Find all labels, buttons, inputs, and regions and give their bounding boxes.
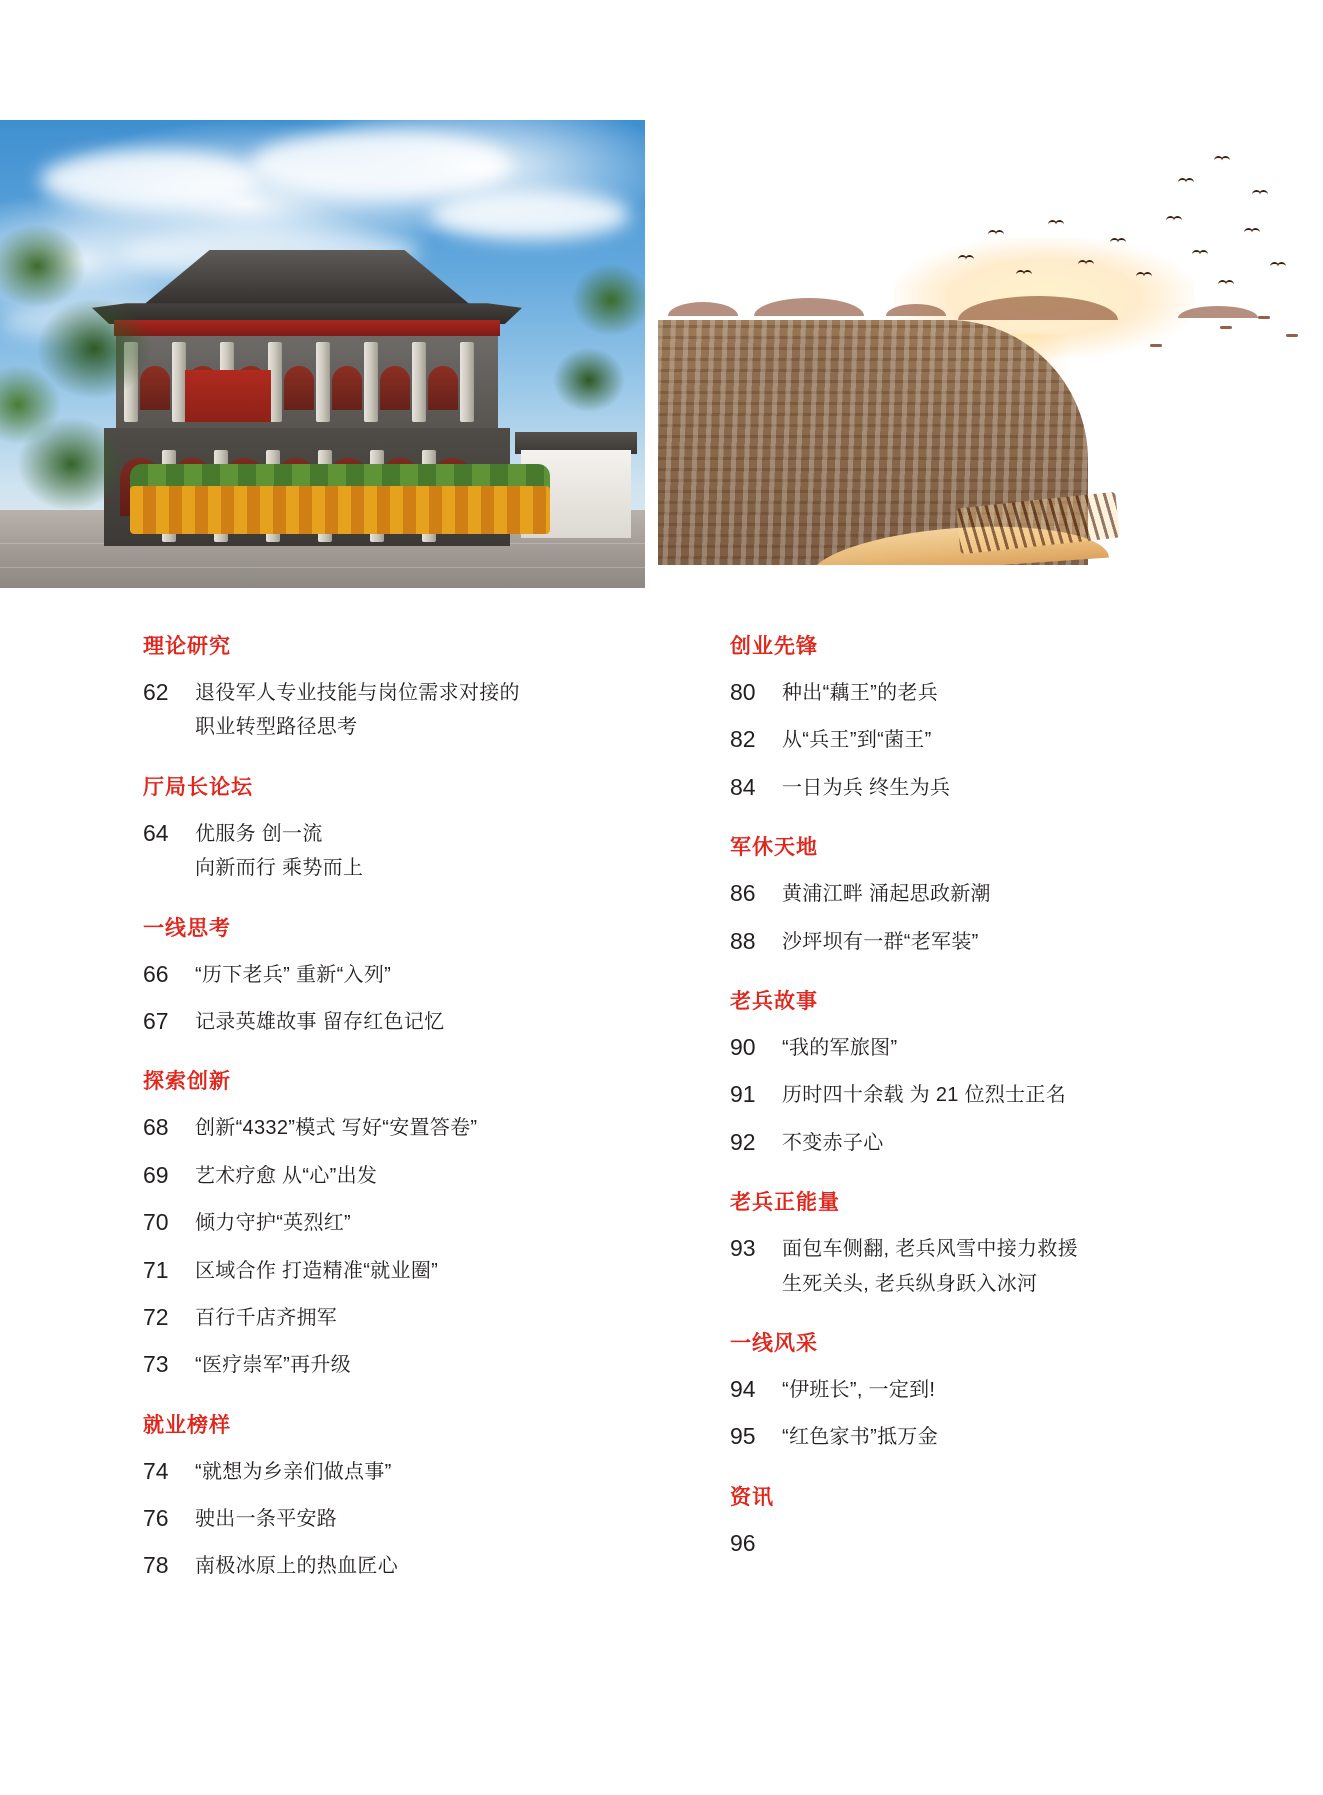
toc-entry-page-number: 62: [143, 679, 169, 705]
column: [316, 342, 330, 422]
toc-entry[interactable]: [143, 1502, 703, 1536]
toc-entry-page-number: 64: [143, 819, 169, 846]
toc-section: [730, 1186, 1290, 1301]
bird-icon: [1048, 220, 1064, 228]
toc-entry-page-number: 95: [730, 1423, 756, 1450]
toc-entry-page-number: 67: [143, 1007, 169, 1034]
window: [332, 366, 362, 410]
toc-entry-title-line1: 艺术疗愈 从“心”出发: [195, 1164, 378, 1187]
toc-section-title: 理论研究: [143, 635, 231, 658]
toc-entry-page-number: 70: [143, 1209, 169, 1236]
toc-entry-title: [195, 1111, 477, 1145]
toc-entry-title-line1: 记录英雄故事 留存红色记忆: [195, 1010, 445, 1033]
toc-entry-title: [782, 1126, 884, 1160]
toc-entry[interactable]: [730, 1527, 1290, 1560]
toc-left-column: [143, 630, 703, 1610]
toc-entry-title: [782, 1078, 1066, 1112]
bird-icon: [1016, 270, 1032, 278]
toc-entry[interactable]: [730, 1031, 1290, 1065]
toc-entry[interactable]: [143, 817, 703, 886]
toc-section-title: 探索创新: [143, 1070, 231, 1094]
toc-entry[interactable]: [730, 1126, 1290, 1160]
toc-entry-page-number: 72: [143, 1303, 169, 1330]
toc-entry[interactable]: [143, 1254, 703, 1288]
tree: [545, 240, 645, 440]
toc-entry-title: [782, 1420, 938, 1454]
bird-icon: [1110, 238, 1126, 246]
bird-icon: [1136, 272, 1152, 280]
toc-entry-title-line1: 百行千店齐拥军: [195, 1306, 338, 1329]
toc-entry-page-number: 86: [730, 880, 756, 907]
toc-entry[interactable]: [143, 1455, 703, 1489]
toc-section: [730, 1327, 1290, 1455]
toc-entry-title-line1: 不变赤子心: [782, 1131, 884, 1154]
toc-entry-title-line1: “就想为乡亲们做点事”: [195, 1460, 392, 1483]
toc-entry-title-line1: “伊班长”, 一定到!: [782, 1378, 936, 1401]
toc-section: [143, 630, 703, 745]
toc-entry-title-line1: 南极冰原上的热血匠心: [195, 1555, 398, 1578]
toc-entry-title-line1: 黄浦江畔 涌起思政新潮: [782, 883, 991, 906]
toc-entry-title-line2: 向新而行 乘势而上: [195, 857, 364, 880]
toc-section-title: 老兵正能量: [730, 1191, 840, 1215]
column: [364, 342, 378, 422]
toc-entry-title: [195, 958, 391, 992]
bird-icon: [958, 255, 974, 263]
toc-section-title: 资讯: [730, 1485, 774, 1509]
toc-entry-title-line1: 驶出一条平安路: [195, 1508, 338, 1531]
toc-entry[interactable]: [143, 1111, 703, 1145]
toc-entry-title-line2: 生死关头, 老兵纵身跃入冰河: [782, 1272, 1038, 1295]
toc-entry-title: [782, 723, 932, 757]
toc-entry[interactable]: [730, 1373, 1290, 1407]
toc-entry-title: [782, 676, 938, 710]
window: [380, 366, 410, 410]
toc-section-title: 一线风采: [730, 1331, 818, 1355]
window: [428, 366, 458, 410]
toc-entry[interactable]: [730, 1420, 1290, 1454]
toc-entry-title-line1: “医疗崇军”再升级: [195, 1354, 352, 1377]
toc-section: [730, 985, 1290, 1160]
toc-entry-title: [195, 1301, 337, 1335]
sunset-seaside-island-photo: [658, 120, 1323, 565]
toc-section-title: 厅局长论坛: [143, 775, 253, 799]
bird-icon: [1078, 260, 1094, 268]
toc-entry-title: [782, 1373, 935, 1407]
toc-entry-page-number: 84: [730, 773, 756, 800]
toc-entry-title-line1: 从“兵王”到“菌王”: [782, 729, 932, 752]
column: [412, 342, 426, 422]
toc-entry-title: [782, 877, 991, 911]
toc-entry-title: [782, 925, 979, 959]
toc-entry-title-line2: 职业转型路径思考: [195, 716, 358, 739]
toc-entry-page-number: 92: [730, 1128, 756, 1155]
toc-section-title: 就业榜样: [143, 1413, 231, 1437]
toc-entry-page-number: 96: [730, 1529, 756, 1556]
toc-entry[interactable]: [143, 1159, 703, 1193]
toc-entry-title-line1: 面包车侧翻, 老兵风雪中接力救援: [782, 1238, 1078, 1261]
toc-section: [143, 912, 703, 1040]
entrance-stairs: [185, 370, 271, 422]
toc-entry-title: [195, 817, 363, 886]
toc-entry-page-number: 94: [730, 1375, 756, 1402]
photo-row: [0, 120, 1323, 590]
tree: [0, 200, 170, 530]
column: [460, 342, 474, 422]
window: [284, 366, 314, 410]
toc-entry-title: [195, 1549, 398, 1583]
academy-building-photo: [0, 120, 645, 588]
upper-floor: [116, 336, 498, 428]
toc-entry[interactable]: [730, 1232, 1290, 1301]
toc-entry-page-number: 76: [143, 1505, 169, 1532]
toc-entry-page-number: 91: [730, 1081, 756, 1108]
toc-section-title: 一线思考: [143, 916, 231, 940]
toc-entry-title-line1: “历下老兵” 重新“入列”: [195, 963, 392, 986]
toc-entry-title: [195, 1254, 438, 1288]
toc-entry-title-line1: 种出“藕王”的老兵: [782, 682, 939, 704]
roof-red-band: [114, 320, 500, 336]
bird-icon: [1166, 216, 1182, 224]
toc-entry-title: [195, 1159, 377, 1193]
toc-entry-page-number: 78: [143, 1552, 169, 1579]
toc-entry[interactable]: [143, 958, 703, 992]
toc-entry-title: [195, 1206, 351, 1240]
toc-section: [143, 1065, 703, 1382]
cloud-shape: [250, 130, 510, 200]
toc-entry[interactable]: [730, 723, 1290, 757]
toc-entry-title: [782, 1031, 897, 1065]
boat: [1220, 326, 1232, 329]
toc-entry-title-line1: 倾力守护“英烈红”: [195, 1212, 352, 1235]
toc-entry-title-line1: 区域合作 打造精准“就业圈”: [195, 1259, 439, 1282]
toc-entry-title-line1: “我的军旅图”: [782, 1036, 898, 1059]
toc-entry-title-line1: “红色家书”抵万金: [782, 1426, 939, 1449]
toc-entry-title-line1: 沙坪坝有一群“老军装”: [782, 930, 979, 953]
toc-entry-page-number: 69: [143, 1161, 169, 1188]
toc-entry-title: [195, 1502, 337, 1536]
cloud-shape: [430, 190, 630, 240]
toc-entry[interactable]: [730, 877, 1290, 911]
toc-entry-title-line1: 优服务 创一流: [195, 822, 323, 845]
bird-icon: [1218, 280, 1234, 288]
toc-entry[interactable]: [143, 1301, 703, 1335]
toc-entry[interactable]: [730, 925, 1290, 959]
column: [172, 342, 186, 422]
toc-entry[interactable]: [143, 1005, 703, 1039]
toc-entry-page-number: 74: [143, 1457, 169, 1484]
boat: [1258, 316, 1270, 319]
toc-entry[interactable]: [143, 1348, 703, 1382]
boat: [1150, 344, 1162, 347]
toc-entry-title: [195, 1348, 351, 1382]
bird-icon: [1270, 262, 1286, 270]
toc-entry-page-number: 88: [730, 927, 756, 954]
toc-right-column: [730, 630, 1290, 1586]
bird-icon: [1214, 156, 1230, 164]
toc-entry[interactable]: [730, 1078, 1290, 1112]
flower-bed: [130, 486, 550, 534]
toc-entry-title-line1: 创新“4332”模式 写好“安置答卷”: [195, 1117, 478, 1140]
toc-entry-page-number: 68: [143, 1114, 169, 1141]
toc-entry-page-number: 73: [143, 1351, 169, 1378]
toc-section: [730, 630, 1290, 805]
toc-entry[interactable]: [143, 1549, 703, 1583]
toc-entry[interactable]: [143, 676, 703, 745]
toc-entry-page-number: 82: [730, 726, 756, 753]
toc-entry-page-number: 80: [730, 679, 756, 705]
toc-section: [143, 1409, 703, 1584]
bird-icon: [1244, 228, 1260, 236]
bird-icon: [1252, 190, 1268, 198]
plaza-line: [0, 567, 645, 568]
toc-entry-title: [782, 1232, 1078, 1301]
toc-section: [730, 831, 1290, 959]
bird-icon: [1178, 178, 1194, 186]
boat: [1286, 334, 1298, 337]
toc-entry-page-number: 93: [730, 1235, 756, 1262]
toc-entry[interactable]: [730, 771, 1290, 805]
toc-entry-title: [782, 771, 950, 805]
toc-entry-page-number: 71: [143, 1256, 169, 1283]
toc-entry-page-number: 90: [730, 1033, 756, 1060]
toc-entry-title: [195, 1005, 444, 1039]
toc-entry-title: [195, 676, 520, 745]
toc-entry[interactable]: [730, 676, 1290, 710]
toc-section: [143, 771, 703, 886]
toc-section: [730, 1481, 1290, 1560]
toc-entry-title-line1: 一日为兵 终生为兵: [782, 776, 951, 799]
bird-icon: [1192, 250, 1208, 258]
toc-entry-page-number: 66: [143, 960, 169, 987]
toc-entry-title-line1: 退役军人专业技能与岗位需求对接的: [195, 682, 520, 704]
toc-entry-title-line1: 历时四十余载 为 21 位烈士正名: [782, 1084, 1067, 1107]
toc-entry[interactable]: [143, 1206, 703, 1240]
toc-section-title: 创业先锋: [730, 635, 818, 658]
toc-section-title: 老兵故事: [730, 989, 818, 1013]
toc-entry-title: [195, 1455, 392, 1489]
bird-icon: [988, 230, 1004, 238]
toc-section-title: 军休天地: [730, 836, 818, 860]
